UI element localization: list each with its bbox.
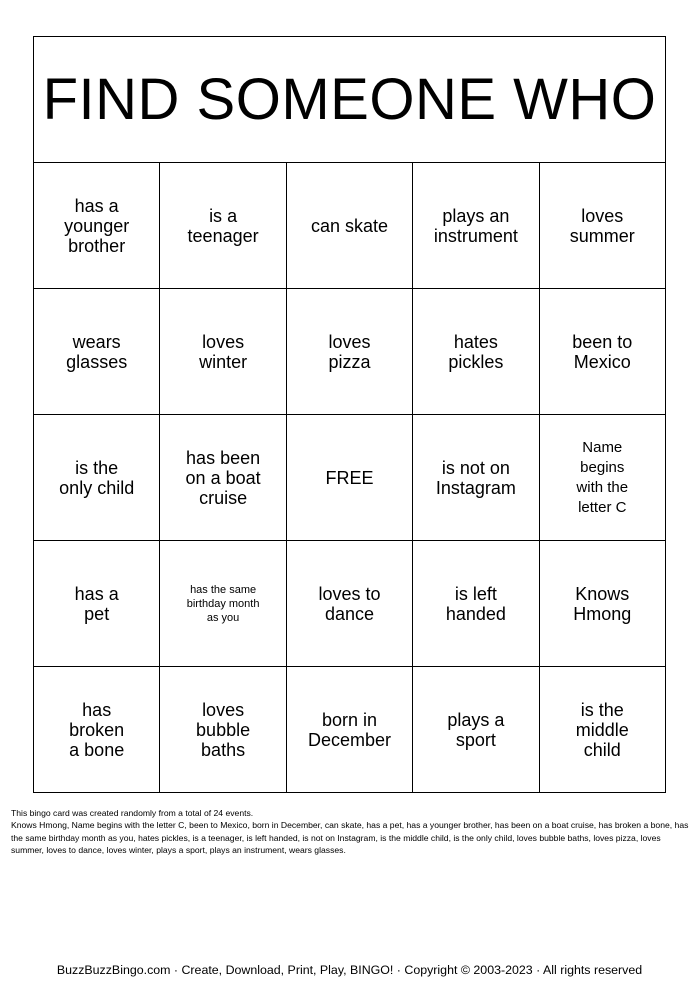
card-title: FIND SOMEONE WHO xyxy=(34,37,666,163)
bingo-square: Name begins with the letter C xyxy=(576,438,629,516)
bingo-row xyxy=(34,289,666,415)
bingo-square: Knows Hmong xyxy=(573,583,632,624)
bingo-square: loves to dance xyxy=(318,583,381,624)
bingo-square: is left handed xyxy=(445,583,506,624)
bingo-square: has been on a boat cruise xyxy=(185,447,261,508)
bingo-row xyxy=(34,667,666,793)
bingo-square: can skate xyxy=(310,215,388,236)
bingo-square: has broken a bone xyxy=(69,699,125,760)
card-title-row xyxy=(34,37,666,163)
bingo-square: loves summer xyxy=(569,205,635,246)
bingo-square: born in December xyxy=(307,709,391,750)
bingo-square: is not on Instagram xyxy=(435,457,516,498)
bingo-square: is a teenager xyxy=(187,205,259,246)
bingo-card xyxy=(33,36,666,793)
bingo-row xyxy=(34,415,666,541)
bingo-square: loves bubble baths xyxy=(196,699,251,760)
bingo-row xyxy=(34,541,666,667)
bingo-square: hates pickles xyxy=(448,331,504,372)
bingo-square: plays an instrument xyxy=(433,205,518,246)
bingo-square: has a younger brother xyxy=(64,195,130,256)
bingo-square: is the only child xyxy=(59,457,135,498)
bingo-square: has the same birthday month as you xyxy=(186,583,260,624)
bingo-square: loves pizza xyxy=(328,331,371,372)
bingo-square: been to Mexico xyxy=(572,331,633,372)
bingo-square: plays a sport xyxy=(447,709,505,750)
free-square: FREE xyxy=(325,467,374,488)
bingo-square: loves winter xyxy=(199,331,248,372)
bingo-square: is the middle child xyxy=(575,699,629,760)
bingo-row xyxy=(34,163,666,289)
note-summary: This bingo card was created randomly from a total of 24 events. xyxy=(11,808,254,818)
note-event-list: Knows Hmong, Name begins with the letter C, been to Mexico, born in December, can skate, has a pet, has a younger brother, has been on a boat cruise, has broken a bone, has the same birthday month as you, hates pickles, is a teenager, is left handed, is not on Instagram, is the middle child, is the only child, loves bubble baths, loves pizza, loves summer, loves to dance, loves winter, plays a sport, plays an instrument, wears glasses. xyxy=(11,820,689,856)
page-footer: BuzzBuzzBingo.com · Create, Download, Print, Play, BINGO! · Copyright © 2003-2023 · All rights reserved xyxy=(56,963,643,977)
card-note xyxy=(11,807,691,857)
bingo-square: wears glasses xyxy=(66,331,128,372)
bingo-square: has a pet xyxy=(74,583,119,624)
